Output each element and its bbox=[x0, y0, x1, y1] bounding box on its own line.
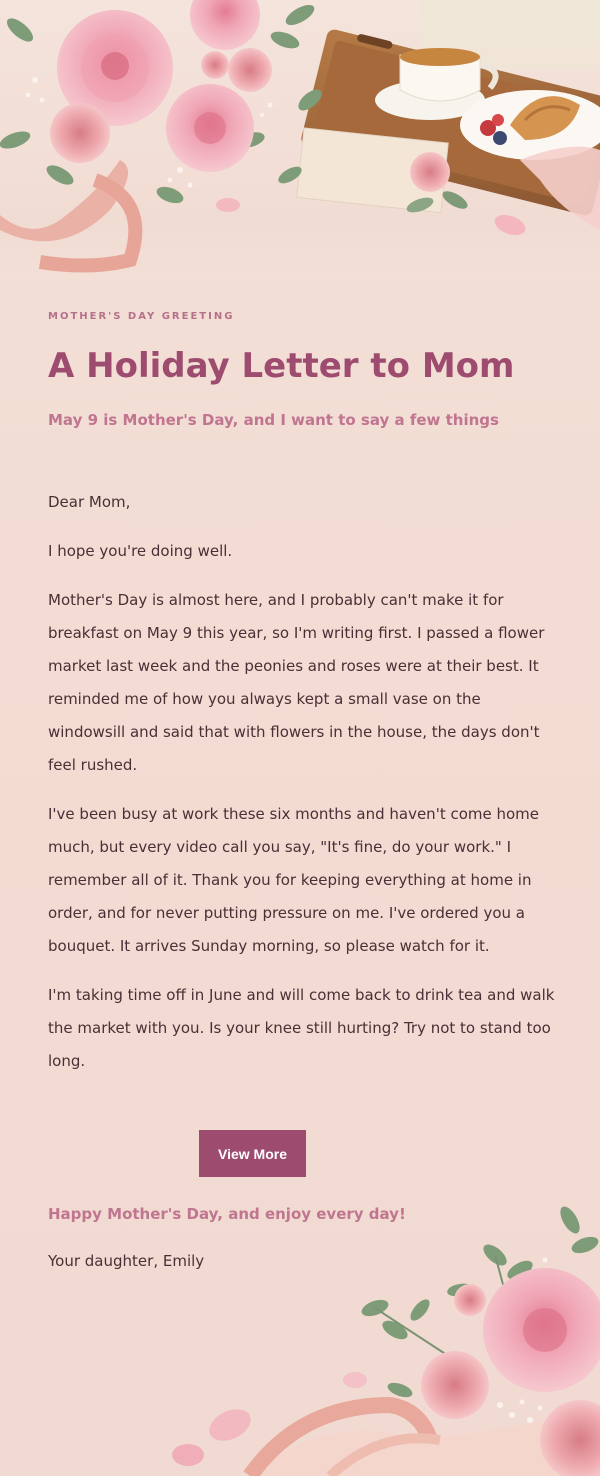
page-subtitle: May 9 is Mother's Day, and I want to say a few things bbox=[48, 411, 499, 429]
signature: Your daughter, Emily bbox=[48, 1252, 205, 1270]
page-title: A Holiday Letter to Mom bbox=[48, 346, 515, 386]
letter-paragraph: I've been busy at work these six months and haven't come home much, but every video call you say, "It's fine, do your work." I remember all of it. Thank you for keeping everything at home in order, and for never putting pressure on me. I've ordered you a bouquet. It arrives Sunday morning, so please watch for it. bbox=[48, 805, 540, 955]
footer-flowers-ribbon-illustration bbox=[0, 1190, 600, 1476]
letter-paragraph: Mother's Day is almost here, and I probably can't make it for breakfast on May 9 this year, so I'm writing first. I passed a flower market last week and the peonies and roses were at their best. It reminded me of how you always kept a small vase on the windowsill and said that with flowers in the house, the days don't feel rushed. bbox=[48, 591, 545, 774]
footer-image bbox=[0, 1190, 600, 1476]
eyebrow-label: MOTHER'S DAY GREETING bbox=[48, 311, 235, 322]
letter-paragraph: I hope you're doing well. bbox=[48, 542, 233, 560]
hero-flowers-tray-illustration bbox=[0, 0, 600, 280]
letter-greeting: Dear Mom, bbox=[48, 493, 131, 511]
closing-wish: Happy Mother's Day, and enjoy every day! bbox=[48, 1205, 406, 1223]
letter-body bbox=[48, 486, 558, 1094]
view-more-button[interactable]: View More bbox=[199, 1130, 306, 1177]
hero-image bbox=[0, 0, 600, 280]
letter-paragraph: I'm taking time off in June and will come back to drink tea and walk the market with you. Is your knee still hurting? Try not to stand too long. bbox=[48, 986, 555, 1070]
